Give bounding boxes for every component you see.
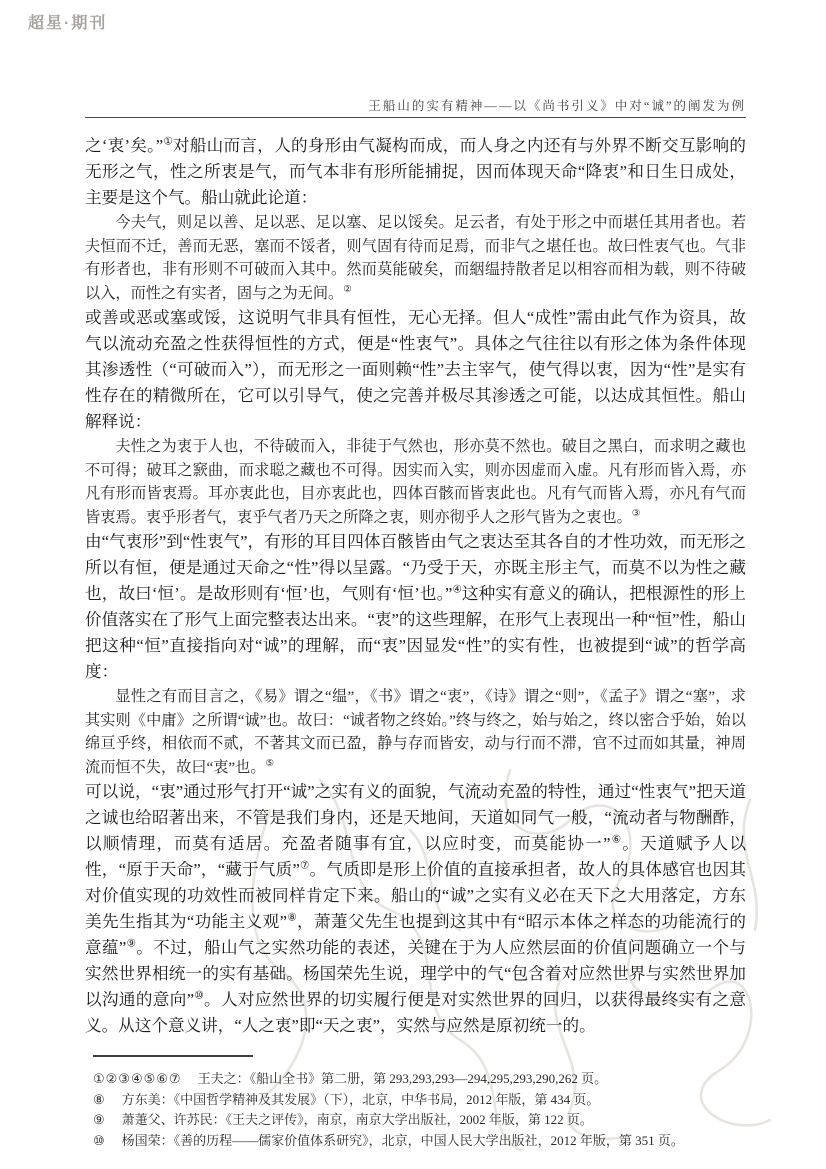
body-paragraph: 由“气衷形”到“性衷气”，有形的耳目四体百骸皆由气之衷达至其各自的才性功效，而无形之所以有恒，便是通过天命之“性”得以呈露。“乃受于天，亦既主形主气，而莫不以为性之藏也，故曰‘恒’。是故形则有‘恒’也，气则有‘恒’也。”④这种实有意义的确认，把根源性的形上价值落实在了形气上面完整表达出来。“衷”的这些理解，在形气上表现出一种“恒”性，船山把这种“恒”直接指向对“诚”的理解，而“衷”因显发“性”的实有性，也被提到“诚”的哲学高度： bbox=[85, 532, 746, 681]
footnote-text: 杨国荣：《善的历程——儒家价值体系研究》，北京，中国人民大学出版社，2012 年版，第 351 页。 bbox=[121, 1132, 684, 1148]
footnote-ref: ③ bbox=[631, 508, 641, 519]
footnote-ref: ① bbox=[163, 136, 173, 148]
footnote-marker: ⑨ bbox=[93, 1112, 106, 1127]
footnote-marker: ⑧ bbox=[93, 1091, 106, 1107]
running-title: 王船山的实有精神——以《尚书引义》中对“诚”的阐发为例 bbox=[368, 99, 746, 113]
body-paragraph: 或善或恶或塞或馁，这说明气非具有恒性，无心无择。但人“成性”需由此气作为资具，故气以流动充盈之性获得恒性的方式，便是“性衷气”。具体之气往往以有形之体为条件体现其渗透性（“可破而入”），而无形之一面则赖“性”去主宰气，使气得以衷，因为“性”是实有性存在的精微所在，它可以引导气，使之完善并极尽其渗透之可能，以达成其恒性。船山解释说： bbox=[85, 308, 746, 431]
body-paragraph: 之‘衷’矣。”①对船山而言，人的身形由气凝构而成，而人身之内还有与外界不断交互影响的无形之气，性之所衷是气，而气本非有形所能捕捉，因而体现天命“降衷”和日生日成处，主要是这个气。船山就此论道： bbox=[85, 136, 747, 207]
footnote-marker: ⑩ bbox=[93, 1132, 106, 1148]
footnote-ref: ⑥ bbox=[610, 834, 623, 846]
brand-logo: 超星·期刊 bbox=[28, 15, 108, 32]
footnote-row bbox=[85, 1131, 746, 1152]
footnote-ref: ④ bbox=[452, 584, 462, 596]
footnote-row bbox=[85, 1110, 746, 1131]
footnote-row bbox=[85, 1069, 746, 1090]
footnote-ref: ⑤ bbox=[265, 758, 274, 769]
footnote-text: 萧萐父、许苏民：《王夫之评传》，南京，南京大学出版社，2002 年版，第 122 页。 bbox=[121, 1112, 593, 1127]
header-rule bbox=[85, 117, 746, 118]
block-quote: 显性之有而目言之，《易》谓之“缊”，《书》谓之“衷”，《诗》谓之“则”，《孟子》谓之“塞”，求其实则《中庸》之所谓“诚”也。故曰：“诚者物之终始。”终与终之，始与始之，终以密合乎始，始以绵亘乎终，相依而不贰，不著其文而已盈，静与存而皆安，动与行而不滞，官不过而如其量，神周流而恒不失，故曰“衷”也。⑤ bbox=[85, 688, 746, 776]
footnote-text: 王夫之：《船山全书》第二册，第 293,293,293—294,295,293,290,262 页。 bbox=[197, 1071, 608, 1086]
footnote-marker: ①②③④⑤⑥⑦ bbox=[93, 1071, 182, 1086]
footnote-separator bbox=[93, 1055, 253, 1057]
body-paragraph: 可以说，“衷”通过形气打开“诚”之实有义的面貌，气流动充盈的特性，通过“性衷气”把天道之诚也给昭著出来，不管是我们身内，还是天地间，天道如同气一般，“流动者与物酬酢，以顺情理，而莫有适居。充盈者随事有宜，以应时变，而莫能协一”⑥。天道赋予人以性，“原于天命”，“藏于气质”⑦。气质即是形上价值的直接承担者，故人的具体感官也因其对价值实现的功效性而被同样肯定下来。船山的“诚”之实有义必在天下之大用落定，方东美先生指其为“功能主义观”⑧，萧萐父先生也提到这其中有“昭示本体之样态的功能流行的意蕴”⑨。不过，船山气之实然功能的表述，关键在于为人应然层面的价值问题确立一个与实然世界相统一的实有基础。杨国荣先生说，理学中的气“包含着对应然世界与实然世界加以沟通的意向”⑩。人对应然世界的切实履行便是对实然世界的回归，以获得最终实有之意义。从这个意义讲，“人之衷”即“天之衷”，实然与应然是原初统一的。 bbox=[85, 782, 747, 1035]
footnote-ref: ⑩ bbox=[194, 990, 204, 1002]
footnote-row bbox=[85, 1090, 746, 1111]
footnotes-section bbox=[85, 1055, 746, 1151]
footnote-ref: ⑧ bbox=[286, 912, 297, 924]
footnote-ref: ② bbox=[343, 284, 352, 295]
footnote-ref: ⑨ bbox=[126, 938, 137, 950]
footnote-list bbox=[85, 1069, 746, 1151]
block-quote: 夫性之为衷于人也，不待破而入，非徒于气然也，形亦莫不然也。破目之黑白，而求明之藏也不可得；破耳之窾曲，而求聪之藏也不可得。因实而入实，则亦因虚而入虚。凡有形而皆入焉，亦凡有形而皆衷焉。耳亦衷此也，目亦衷此也，四体百骸而皆衷此也。凡有气而皆入焉，亦凡有气而皆衷焉。衷乎形者气，衷乎气者乃天之所降之衷，则亦彻乎人之形气皆为之衷也。③ bbox=[85, 438, 746, 526]
footnote-ref: ⑦ bbox=[299, 860, 310, 872]
article-body bbox=[85, 133, 746, 1039]
footnote-text: 方东美：《中国哲学精神及其发展》（下），北京，中华书局，2012 年版，第 434 页。 bbox=[121, 1091, 600, 1107]
block-quote: 今夫气，则足以善、足以恶、足以塞、足以馁矣。足云者，有处于形之中而堪任其用者也。若夫恒而不迁，善而无恶，塞而不馁者，则气固有待而足焉，而非气之堪任也。故曰性衷气也。气非有形者也，非有形则不可破而入其中。然而莫能破矣，而絪缊持散者足以相容而相为载，则不待破以入，而性之有实者，固与之为无间。② bbox=[85, 214, 746, 302]
